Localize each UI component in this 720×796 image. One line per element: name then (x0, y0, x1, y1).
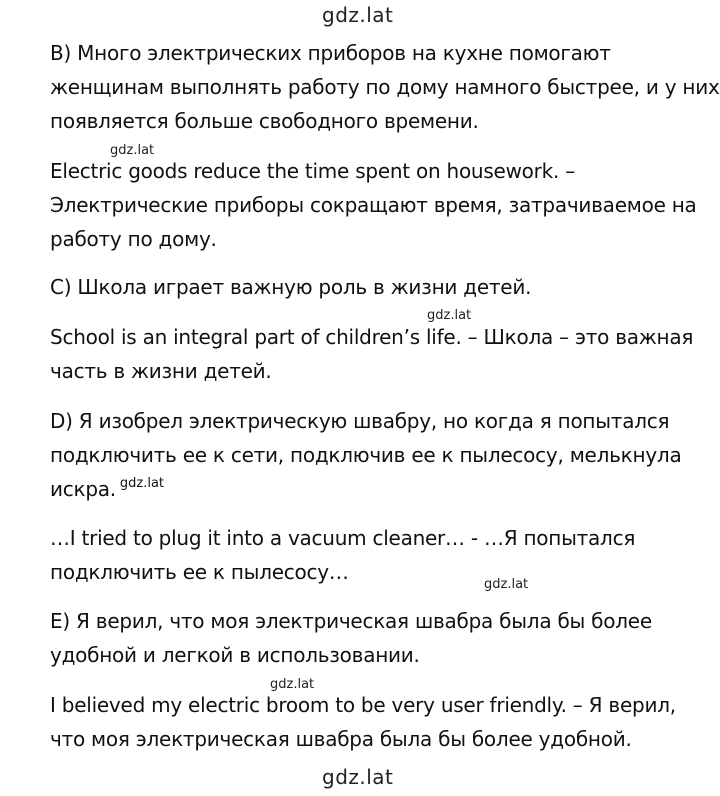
question-b-line: появляется больше свободного времени. (50, 109, 479, 133)
answer-b-line: Электрические приборы сокращают время, затрачиваемое на (50, 193, 697, 217)
watermark-small: gdz.lat (270, 677, 315, 692)
question-b-line: B) Много электрических приборов на кухне помогают (50, 41, 611, 65)
answer-e-line: что моя электрическая швабра была бы более удобной. (50, 727, 632, 751)
answer-d-line: подключить ее к пылесосу… (50, 560, 349, 584)
answer-c-line: School is an integral part of children’s life. – Школа – это важная (50, 325, 694, 349)
answer-d (50, 521, 700, 589)
question-c (50, 270, 700, 304)
answer-e-line: I believed my electric broom to be very user friendly. – Я верил, (50, 693, 676, 717)
answer-d-line: …I tried to plug it into a vacuum cleaner… - …Я попытался (50, 526, 636, 550)
question-b-line: женщинам выполнять работу по дому намного быстрее, и у них (50, 75, 720, 99)
watermark-small: gdz.lat (427, 308, 472, 323)
question-c-line: C) Школа играет важную роль в жизни детей. (50, 275, 532, 299)
question-b (50, 36, 720, 138)
answer-b (50, 154, 700, 256)
question-e (50, 604, 700, 672)
question-e-line: E) Я верил, что моя электрическая швабра была бы более (50, 609, 652, 633)
watermark-top: gdz.lat (322, 3, 394, 27)
question-d-line: D) Я изобрел электрическую швабру, но когда я попытался (50, 409, 670, 433)
question-d-line: подключить ее к сети, подключив ее к пылесосу, мелькнула (50, 443, 682, 467)
answer-c (50, 320, 700, 388)
watermark-bottom: gdz.lat (322, 765, 394, 789)
answer-b-line: Electric goods reduce the time spent on housework. – (50, 159, 575, 183)
answer-e (50, 688, 700, 756)
watermark-small: gdz.lat (484, 577, 529, 592)
watermark-small: gdz.lat (110, 143, 155, 158)
question-d (50, 404, 700, 510)
answer-c-line: часть в жизни детей. (50, 359, 272, 383)
question-d-line (50, 472, 700, 510)
question-e-line: удобной и легкой в использовании. (50, 643, 420, 667)
answer-b-line: работу по дому. (50, 227, 217, 251)
question-d-text: искра. (50, 477, 116, 501)
watermark-small: gdz.lat (119, 476, 165, 491)
